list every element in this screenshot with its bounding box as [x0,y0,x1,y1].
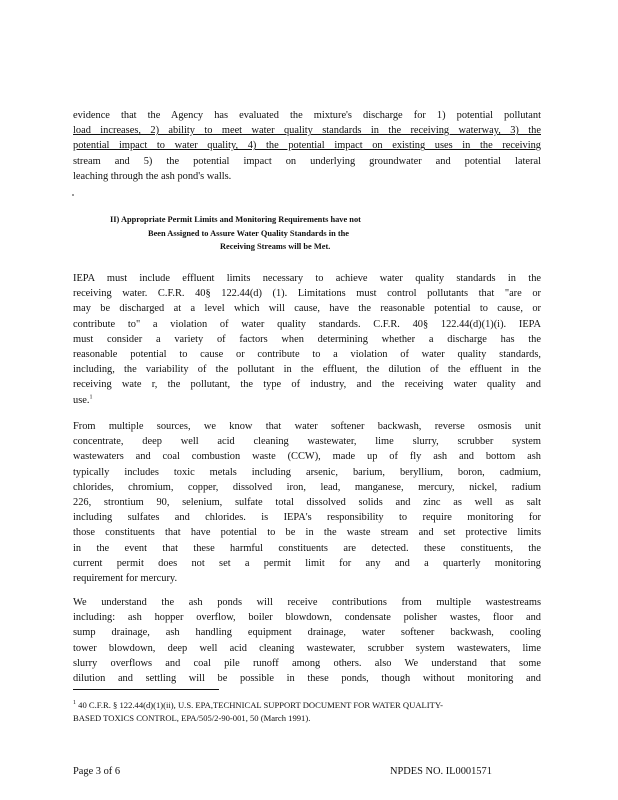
paragraph-understand [73,595,541,686]
text-line: evidence that the Agency has evaluated the mixture's discharge for 1) potential pollutant [73,110,541,121]
text-line: receiving wate r, the pollutant, the type of industry, and the receiving water quality and [73,379,541,391]
text-line: must consider a variety of factors when determining whether a discharge has the [73,333,541,345]
footnote-divider [73,689,219,690]
footnote-text: 40 C.F.R. § 122.44(d)(1)(ii), U.S. EPA,TECHNICAL SUPPORT DOCUMENT FOR WATER QUALITY- [78,700,444,710]
text-line: including sulfates and chlorides. is IEPA's responsibility to require monitoring for [73,512,541,524]
paragraph-sources [73,419,541,586]
heading-line: Been Assigned to Assure Water Quality Standards in the [148,228,350,238]
text-line: current permit does not set a permit limit for any and a quarterly monitoring [73,557,541,569]
text-line: load increases, 2) ability to meet water quality standards in the receiving waterway, 3) the [73,125,541,137]
text-line: From multiple sources, we know that water softener backwash, reverse osmosis unit [73,421,541,432]
text-line: reasonable potential to cause or contribute to a violation of water quality standards, [73,349,541,361]
page-number: Page 3 of 6 [73,766,121,777]
text-line: sump drainage, ash handling equipment drainage, water softener backwash, cooling [73,627,541,639]
text-line: in the event that these harmful constituents are detected. these constituents, the [73,542,541,554]
text-line: typically includes toxic metals including arsenic, barium, beryllium, boron, cadmium, [73,466,541,478]
text-line: slurry overflows and coal pile runoff among others. also We understand that some [73,657,541,669]
text-line: requirement for mercury. [73,573,178,585]
text-line: 226, strontium 90, selenium, sulfate total dissolved solids and zinc as well as salt [73,497,541,509]
text-line: receiving water. C.F.R. 40§ 122.44(d) (1). Limitations must control pollutants that "are or [73,288,541,300]
text-line: stream and 5) the potential impact on underlying groundwater and potential lateral [73,155,541,167]
text-line: We understand the ash ponds will receive contributions from multiple wastestreams [73,597,541,608]
heading-line: II) Appropriate Permit Limits and Monitoring Requirements have not [110,215,361,224]
text-line: may be discharged at a level which will cause, have the reasonable potential to cause, or [73,303,541,315]
text-line: IEPA must include effluent limits necessary to achieve water quality standards in the [73,273,541,284]
text-line [73,393,541,408]
permit-number: NPDES NO. IL0001571 [390,766,492,777]
text-line-content: use. [73,394,90,406]
text-line: those constituents that have potential to be in the waste stream and set protective limits [73,527,541,539]
footnote-line: BASED TOXICS CONTROL, EPA/505/2-90-001, 50 (March 1991). [73,713,311,723]
text-line: including: ash hopper overflow, boiler blowdown, condensate polisher wastes, floor and [73,612,541,624]
section-heading [110,213,510,254]
paragraph-iepa [73,271,541,408]
text-line: dilution and settling will be possible in these ponds, though without monitoring and [73,673,541,685]
text-line: wastewaters and coal combustion waste (CCW), made up of fly ash and bottom ash [73,451,541,463]
footnote-marker: 1 [73,700,76,707]
text-line: concentrate, deep well acid cleaning wastewater, lime slurry, scrubber system [73,436,541,448]
text-line: chlorides, chromium, copper, dissolved iron, lead, manganese, mercury, nickel, radium [73,481,541,493]
text-line: potential impact to water quality, 4) the potential impact on existing uses in the receiving [73,140,541,152]
heading-line: Receiving Streams will be Met. [220,242,331,251]
text-line: contribute to" a violation of water quality standards. C.F.R. 40§ 122.44(d)(1)(i). IEPA [73,318,541,330]
footnote [73,699,541,725]
text-line: tower blowdown, deep well acid cleaning wastewater, scrubber system wastewaters, lime [73,642,541,654]
footnote-reference: 1 [89,394,93,401]
footnote-line [73,699,541,712]
text-line: leaching through the ash pond's walls. [73,170,232,182]
text-line: including, the variability of the pollutant in the effluent, the dilution of the effluent in the [73,364,541,376]
stray-mark [72,194,74,196]
paragraph-intro [73,108,541,184]
